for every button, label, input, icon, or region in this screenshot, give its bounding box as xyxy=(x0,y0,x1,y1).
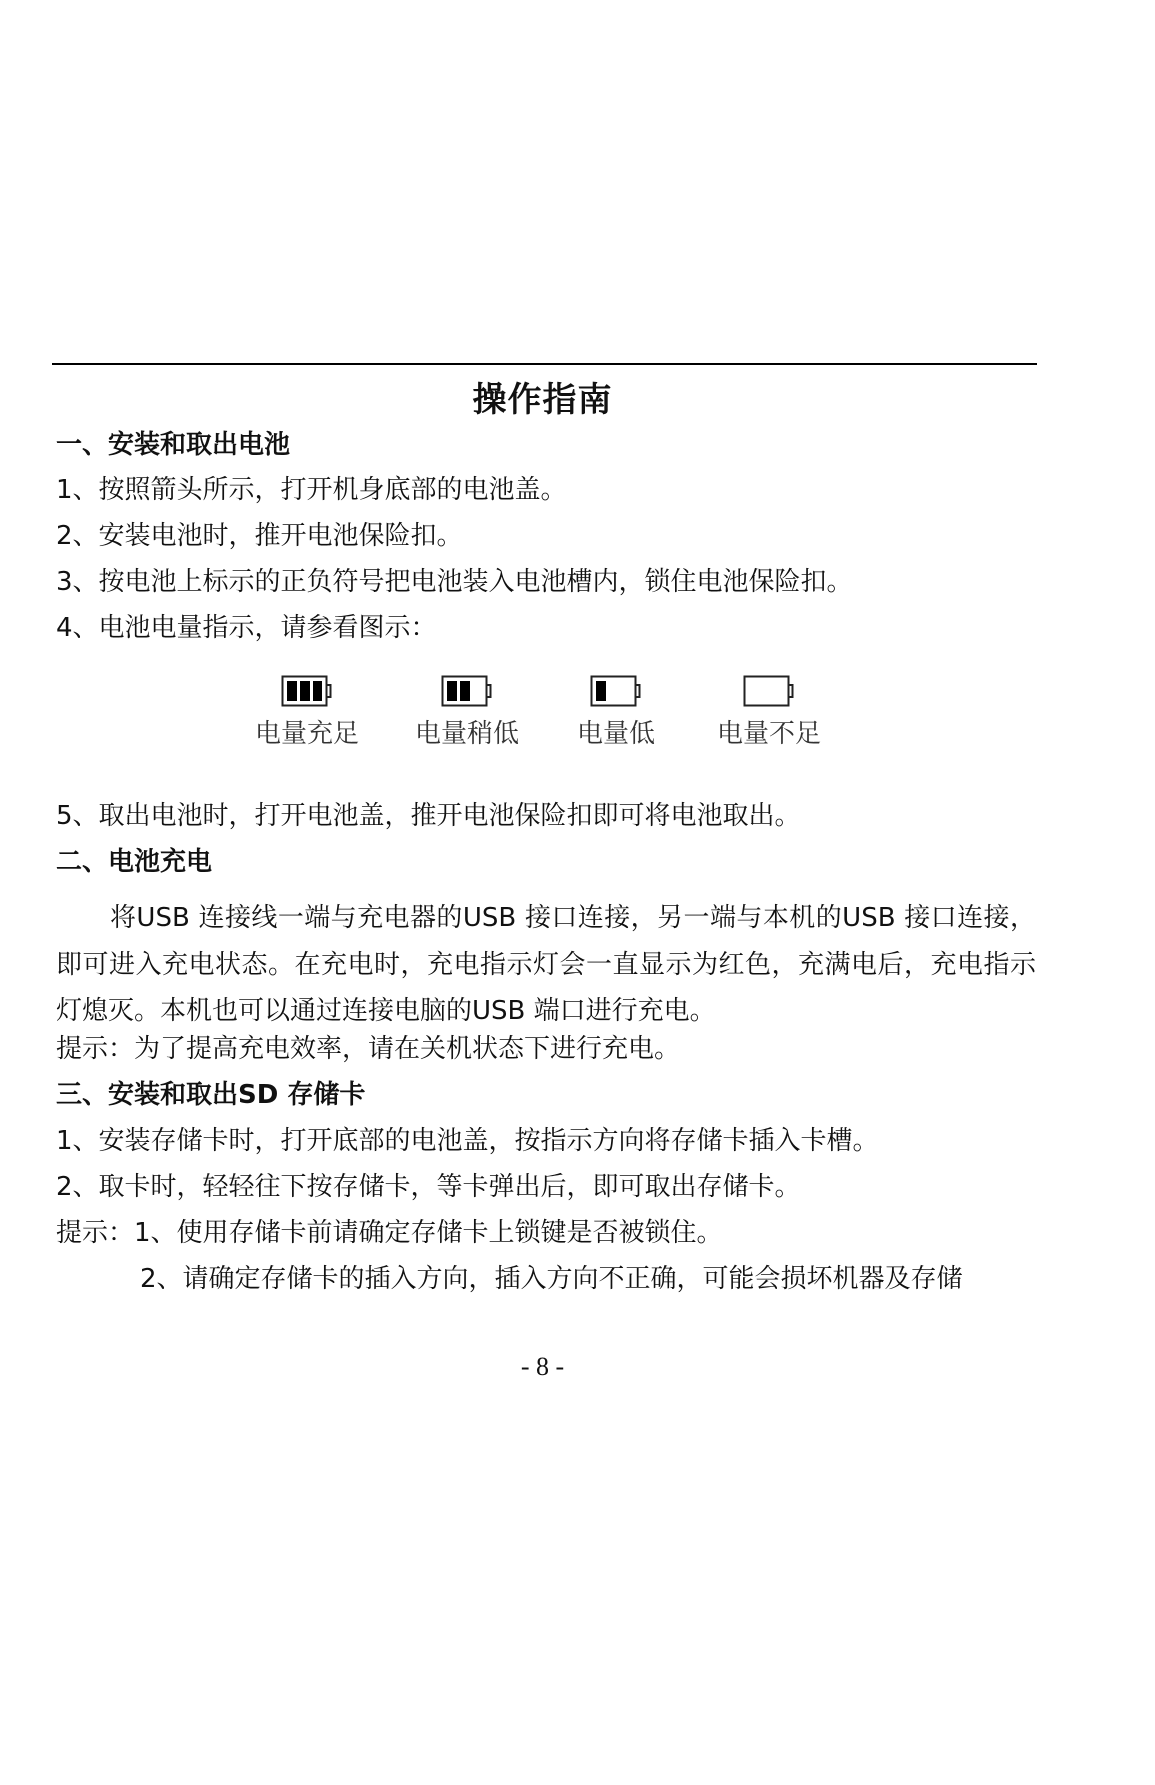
battery-full-icon xyxy=(281,675,333,707)
section-3-tip-1: 提示：1、使用存储卡前请确定存储卡上锁键是否被锁住。 xyxy=(56,1218,723,1248)
page-title: 操作指南 xyxy=(472,380,613,420)
battery-empty-icon xyxy=(743,675,795,707)
top-rule xyxy=(52,363,1037,365)
section-2-heading: 二、电池充电 xyxy=(56,847,213,877)
section-3-heading: 三、安装和取出SD 存储卡 xyxy=(56,1080,366,1110)
battery-level-slightly-low xyxy=(407,675,527,750)
battery-level-low xyxy=(556,675,676,750)
section-1-step-1: 1、按照箭头所示，打开机身底部的电池盖。 xyxy=(56,475,567,505)
battery-level-figure xyxy=(0,675,1155,755)
section-3-step-2: 2、取卡时，轻轻往下按存储卡，等卡弹出后，即可取出存储卡。 xyxy=(56,1172,801,1202)
battery-level-empty xyxy=(709,675,829,750)
section-1-step-2: 2、安装电池时，推开电池保险扣。 xyxy=(56,521,463,551)
section-1-step-3: 3、按电池上标示的正负符号把电池装入电池槽内，锁住电池保险扣。 xyxy=(56,567,853,597)
battery-level-full xyxy=(247,675,367,750)
section-3-tip-2: 2、请确定存储卡的插入方向，插入方向不正确，可能会损坏机器及存储 xyxy=(140,1264,963,1294)
battery-two-bars-icon xyxy=(441,675,493,707)
section-2-paragraph: 将USB 连接线一端与充电器的USB 接口连接，另一端与本机的USB 接口连接，即可进入充电状态。在充电时，充电指示灯会一直显示为红色，充满电后，充电指示灯熄灭。本机也可以通过连接电脑的USB 端口进行充电。 xyxy=(56,903,1036,1026)
page-number: - 8 - xyxy=(520,1352,565,1381)
battery-one-bar-icon xyxy=(590,675,642,707)
battery-level-label: 电量充足 xyxy=(254,719,359,749)
battery-level-label: 电量稍低 xyxy=(414,719,519,749)
battery-level-label: 电量低 xyxy=(576,719,655,749)
section-3-step-1: 1、安装存储卡时，打开底部的电池盖，按指示方向将存储卡插入卡槽。 xyxy=(56,1126,879,1156)
section-2-tip: 提示：为了提高充电效率，请在关机状态下进行充电。 xyxy=(56,1034,681,1064)
section-1-heading: 一、安装和取出电池 xyxy=(56,430,291,460)
section-1-step-4: 4、电池电量指示，请参看图示： xyxy=(56,613,437,643)
section-1-step-5: 5、取出电池时，打开电池盖，推开电池保险扣即可将电池取出。 xyxy=(56,801,801,831)
battery-level-label: 电量不足 xyxy=(716,719,821,749)
